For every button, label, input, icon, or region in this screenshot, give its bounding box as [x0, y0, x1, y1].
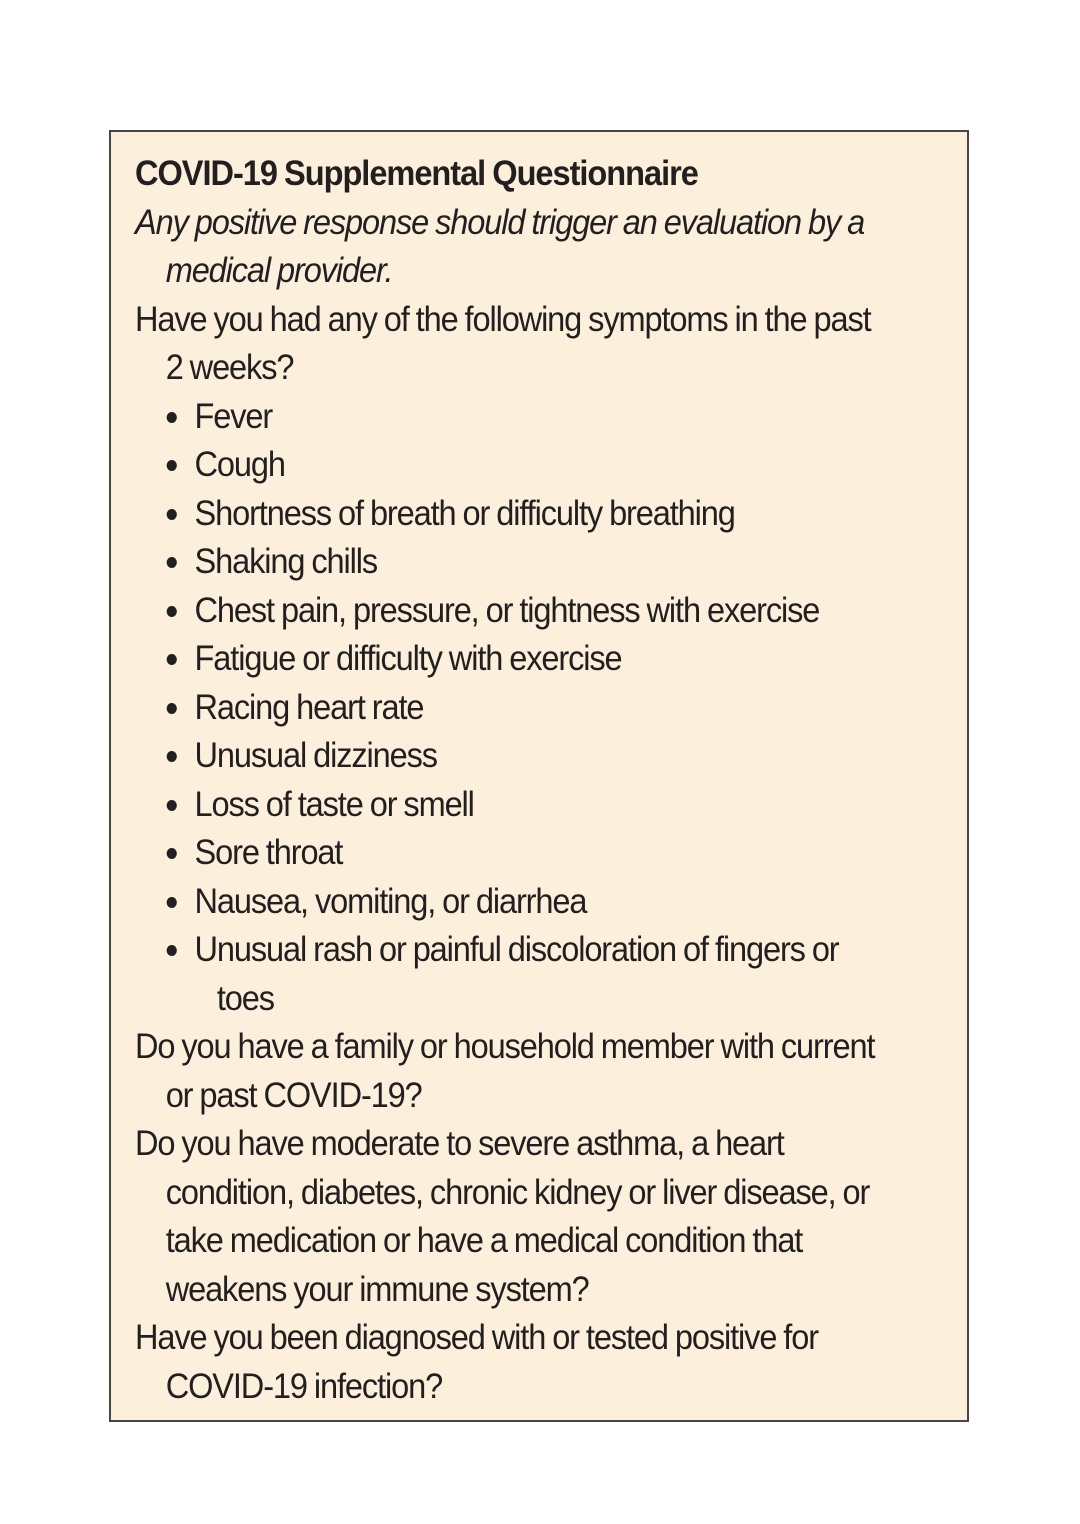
bullet-icon — [167, 460, 177, 471]
list-item: Chest pain, pressure, or tightness with exercise — [135, 587, 888, 636]
list-item: Unusual dizziness — [135, 732, 888, 781]
instruction-text: Any positive response should trigger an evaluation by a medical provider. — [135, 202, 865, 290]
list-item: Fever — [135, 393, 888, 442]
list-item: Unusual rash or painful discoloration of fingers or toes — [135, 926, 888, 1023]
bullet-icon — [167, 557, 177, 568]
bullet-icon — [167, 412, 177, 423]
questionnaire-box — [109, 130, 969, 1422]
question-conditions: Do you have moderate to severe asthma, a heart condition, diabetes, chronic kidney or liver disease, or take medication or have a medical condition that weakens your immune system? — [135, 1124, 870, 1309]
symptom-list — [135, 393, 945, 1024]
bullet-icon — [167, 848, 177, 859]
list-item: Cough — [135, 441, 888, 490]
bullet-icon — [167, 800, 177, 811]
list-item: Shortness of breath or difficulty breathing — [135, 490, 888, 539]
question-symptoms: Have you had any of the following symptoms in the past 2 weeks? — [135, 299, 871, 387]
list-item: Sore throat — [135, 829, 888, 878]
questionnaire-title: COVID-19 Supplemental Questionnaire — [135, 154, 698, 193]
list-item: Racing heart rate — [135, 684, 888, 733]
bullet-icon — [167, 751, 177, 762]
list-item: Loss of taste or smell — [135, 781, 888, 830]
bullet-icon — [167, 703, 177, 714]
bullet-icon — [167, 509, 177, 520]
question-diagnosed: Have you been diagnosed with or tested positive for COVID-19 infection? — [135, 1318, 818, 1406]
bullet-icon — [167, 654, 177, 665]
bullet-icon — [167, 945, 177, 956]
list-item: Fatigue or difficulty with exercise — [135, 635, 888, 684]
bullet-icon — [167, 897, 177, 908]
question-household: Do you have a family or household member with current or past COVID-19? — [135, 1027, 875, 1115]
list-item: Shaking chills — [135, 538, 888, 587]
bullet-icon — [167, 606, 177, 617]
list-item: Nausea, vomiting, or diarrhea — [135, 878, 888, 927]
